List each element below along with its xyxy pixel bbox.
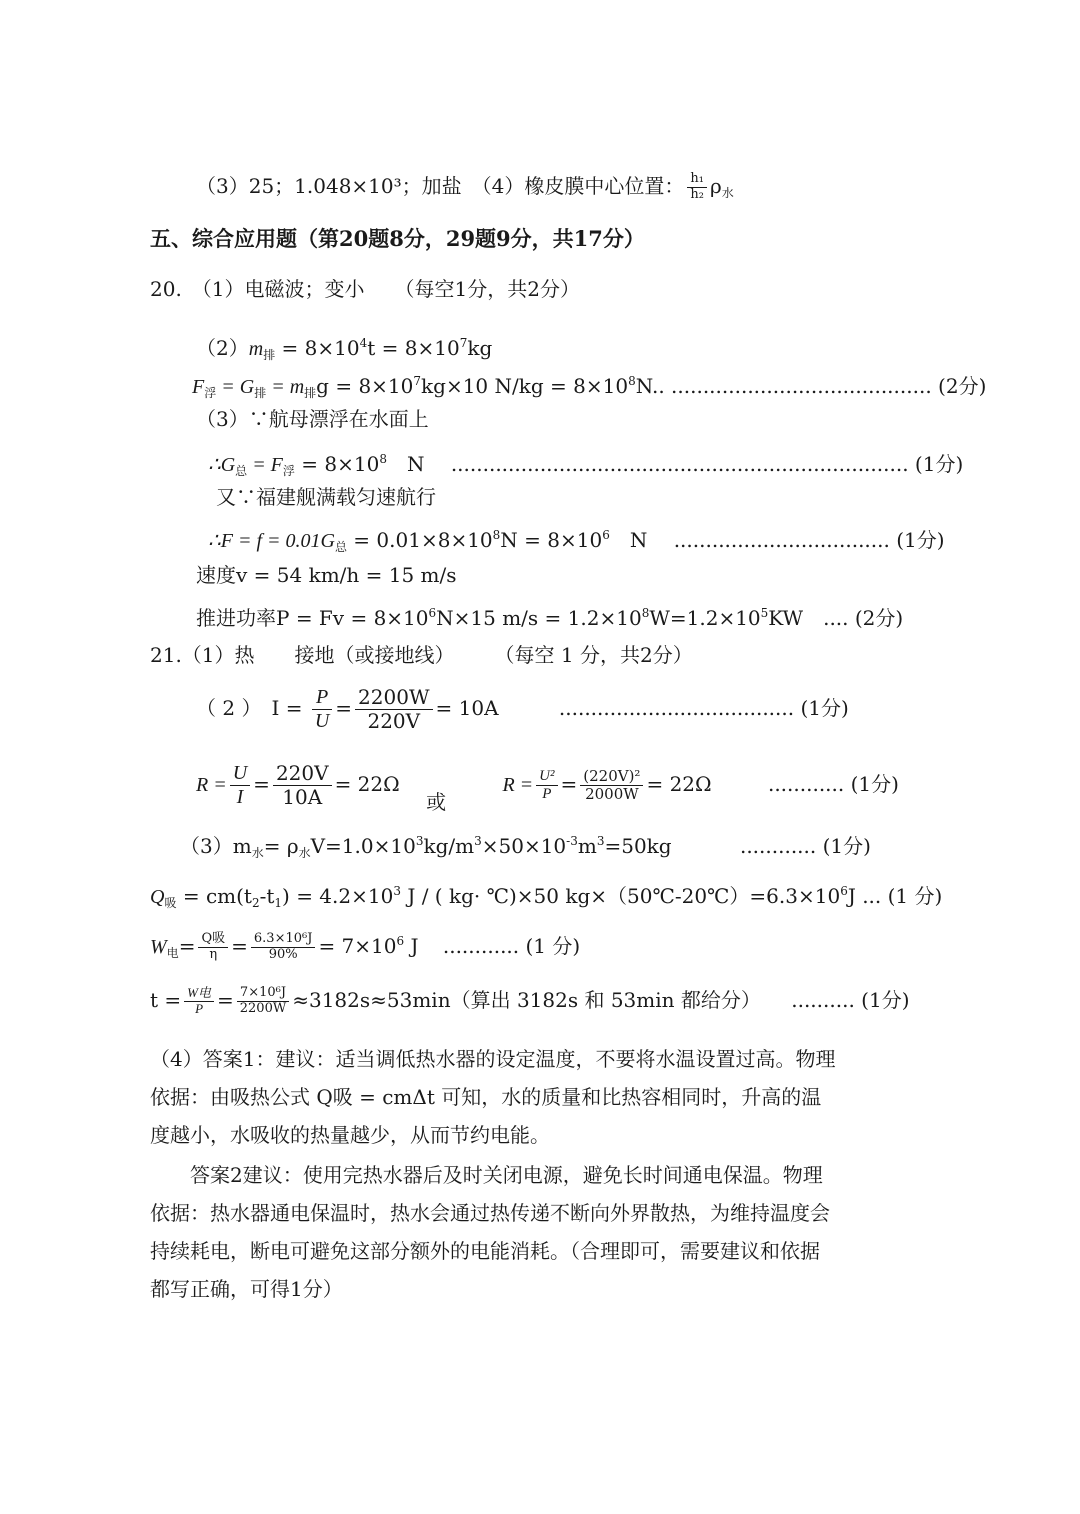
subscript: 浮 [204, 386, 217, 400]
line-part3-4 [196, 172, 734, 206]
score-text: .......... (1分) [791, 987, 910, 1012]
fraction-denominator: P [542, 786, 552, 802]
var-W: W [150, 936, 167, 958]
q21-part4-line: 持续耗电，断电可避免这部分额外的电能消耗。（合理即可，需要建议和依据 [150, 1239, 820, 1263]
text: W=1.2×10 [649, 606, 761, 630]
u-squared-over-p-fraction [536, 768, 557, 804]
q21-time-eq [150, 986, 910, 1017]
exponent: 3 [474, 834, 482, 848]
text: N = 8×10 [500, 528, 603, 552]
text: = 0.01×8×10 [346, 528, 493, 552]
q20-gravity-eq [208, 446, 963, 484]
rho-subscript: 水 [721, 185, 734, 200]
q21-part4-line: 依据：热水器通电保温时，热水会通过热传递不断向外界散热，为维持温度会 [150, 1201, 830, 1225]
q21-part4-line: 依据：由吸热公式 Q吸 = cmΔt 可知，水的质量和比热容相同时，升高的温 [150, 1085, 822, 1109]
exponent: 8 [628, 374, 636, 388]
subscript: 排 [254, 386, 267, 400]
q21-part1: 21.（1）热 接地（或接地线） （每空 1 分，共2分） [150, 643, 693, 667]
heat-over-efficiency-fraction [251, 932, 316, 963]
subscript: 排 [304, 386, 317, 400]
exponent: 3 [596, 834, 605, 848]
text: = [231, 934, 248, 958]
text: t = [150, 987, 182, 1012]
fraction-denominator: 220V [367, 709, 421, 733]
text: = [335, 696, 353, 720]
exponent: 3 [415, 834, 424, 848]
q20-part2-mass [196, 330, 492, 368]
fraction-denominator: 2000W [585, 785, 639, 803]
voltage-squared-over-power-fraction [580, 768, 643, 804]
q21-resistance-eq [196, 761, 899, 814]
fraction-denominator: η [209, 947, 218, 962]
exponent: 7 [413, 374, 422, 388]
text: N×15 m/s = 1.2×10 [436, 606, 642, 630]
text: kg/m [423, 834, 475, 858]
subscript: 浮 [282, 464, 295, 478]
u-over-i-fraction [230, 762, 250, 809]
subscript: 1 [274, 896, 283, 910]
text: 推进功率P = Fv = 8×10 [196, 606, 429, 630]
q21-part4-line: 都写正确，可得1分） [150, 1277, 343, 1301]
score-text: ............ (1 分) [442, 934, 581, 958]
text: = [178, 934, 196, 958]
q21-electric-energy-eq [150, 928, 580, 966]
p-over-u-fraction [312, 686, 332, 733]
q21-part4-line: 度越小，水吸收的热量越少，从而节约电能。 [150, 1123, 550, 1147]
exponent: 6 [602, 528, 610, 542]
subscript: 总 [334, 540, 347, 554]
fraction-denominator: 2200W [239, 1000, 287, 1016]
energy-over-power-fraction [237, 986, 289, 1017]
rho-symbol: ρ [709, 173, 722, 198]
exponent: 3 [393, 884, 401, 898]
text: =50kg [604, 834, 672, 858]
text: kg [467, 336, 493, 360]
power-over-voltage-fraction [355, 686, 432, 733]
exponent: 8 [492, 528, 501, 542]
var-F: F [192, 376, 205, 398]
text: J [404, 934, 419, 958]
text: ×50×10 [481, 834, 567, 858]
subscript: 吸 [164, 896, 177, 910]
fraction-denominator: U [314, 710, 330, 732]
q20-part3-intro: （3）∵航母漂浮在水面上 [196, 407, 429, 431]
fraction-numerator: 2200W [355, 686, 432, 710]
q20-buoyancy-eq [192, 368, 986, 406]
var-m: = m [266, 376, 305, 398]
w-over-p-fraction [184, 986, 214, 1017]
fraction-numerator: 220V [273, 762, 332, 786]
fraction-numerator: (220V)² [580, 768, 643, 786]
or-text: 或 [426, 790, 447, 814]
text: = [217, 987, 234, 1012]
subscript: 排 [263, 348, 276, 362]
exponent: 4 [359, 336, 368, 350]
score-text: N .................................. (1分) [609, 528, 945, 552]
text: = 8×10 [275, 336, 360, 360]
exponent: 8 [379, 452, 387, 466]
q20-speed: 速度v = 54 km/h = 15 m/s [196, 563, 457, 587]
exponent: 8 [641, 606, 650, 620]
text: ∴F = f = 0.01G [208, 530, 335, 552]
var-m: m [248, 338, 264, 360]
text: R = [196, 774, 227, 796]
text: -t [259, 884, 275, 908]
subscript: 水 [298, 846, 311, 860]
h1-over-h2-fraction [687, 172, 707, 203]
q-over-eta-fraction [198, 932, 228, 963]
score-text: ............ (1分) [739, 834, 871, 858]
text: = cm(t [176, 884, 252, 908]
fraction-numerator: Q吸 [198, 932, 228, 948]
text: ∴G [208, 454, 236, 476]
subscript: 2 [251, 896, 260, 910]
text: kg×10 N/kg = 8×10 [421, 374, 629, 398]
fraction-numerator: P [312, 686, 332, 710]
fraction-numerator: 6.3×10⁶J [251, 932, 316, 948]
section-heading: 五、综合应用题（第20题8分，29题9分，共17分） [150, 226, 645, 251]
var-G: = G [216, 376, 255, 398]
exponent: 6 [840, 884, 848, 898]
score-text: ..................................... (1分) [558, 696, 849, 720]
score-text: J ... (1 分) [847, 884, 943, 908]
fraction-denominator: 10A [282, 785, 323, 809]
text: ) = 4.2×10 [282, 884, 394, 908]
fraction-numerator: U² [536, 768, 557, 786]
text: = 10A [435, 696, 499, 720]
fraction-denominator: P [195, 1000, 204, 1016]
text: R = [502, 774, 534, 796]
fraction-numerator: W电 [184, 986, 214, 1002]
text: = [560, 772, 578, 796]
q20-part1: 20. （1）电磁波；变小 （每空1分，共2分） [150, 277, 580, 301]
voltage-over-current-fraction [273, 762, 332, 809]
subscript: 水 [251, 846, 264, 860]
text: V=1.0×10 [310, 834, 416, 858]
text: = 7×10 [318, 934, 397, 958]
q21-water-mass-eq [180, 828, 871, 866]
line-part3-4-text: （3）25；1.048×10³；加盐 （4）橡皮膜中心位置： [196, 173, 685, 198]
text: （2） [196, 336, 249, 360]
text: ≈3182s≈53min（算出 3182s 和 53min 都给分） [292, 987, 761, 1012]
q21-current-eq [196, 686, 849, 733]
text: = 8×10 [294, 452, 380, 476]
text: g = 8×10 [316, 374, 414, 398]
text: （ 2 ） I = [196, 696, 303, 720]
exponent: 6 [428, 606, 437, 620]
q20-force-eq [208, 522, 945, 560]
fraction-numerator: h₁ [687, 172, 707, 188]
text: = ρ [263, 834, 299, 858]
q21-part4-line: 答案2建议：使用完热水器后及时关闭电源，避免长时间通电保温。物理 [170, 1163, 823, 1187]
fraction-numerator: 7×10⁶J [237, 986, 289, 1002]
q21-part4-line: （4）答案1：建议：适当调低热水器的设定温度，不要将水温设置过高。物理 [150, 1047, 836, 1071]
subscript: 总 [235, 464, 248, 478]
subscript: 电 [166, 946, 179, 960]
text: m [577, 834, 597, 858]
fraction-denominator: I [236, 786, 244, 808]
text: = 22Ω [646, 772, 712, 796]
fraction-denominator: 90% [268, 947, 298, 962]
score-text: N ........................................................................ (1分) [386, 452, 964, 476]
q20-power-eq [196, 600, 903, 631]
q21-heat-eq [150, 878, 942, 916]
text: = F [247, 454, 283, 476]
text: J / ( kg· ℃)×50 kg×（50℃-20℃）=6.3×10 [400, 884, 841, 908]
text: = 22Ω [334, 772, 400, 796]
fraction-denominator: h₂ [690, 186, 704, 202]
score-text: N.. ......................................... (2分) [635, 374, 987, 398]
text: = [253, 772, 270, 796]
score-text: ............ (1分) [767, 772, 899, 796]
text: （3）m [180, 834, 252, 858]
exponent: 5 [760, 606, 769, 620]
score-text: KW .... (2分) [768, 606, 904, 630]
exponent: -3 [566, 834, 578, 848]
exponent: 6 [396, 934, 405, 948]
text: t = 8×10 [367, 336, 460, 360]
q20-uniform-motion: 又∵福建舰满载匀速航行 [216, 485, 436, 509]
exponent: 7 [459, 336, 468, 350]
fraction-numerator: U [230, 762, 250, 786]
var-Q: Q [150, 886, 165, 908]
